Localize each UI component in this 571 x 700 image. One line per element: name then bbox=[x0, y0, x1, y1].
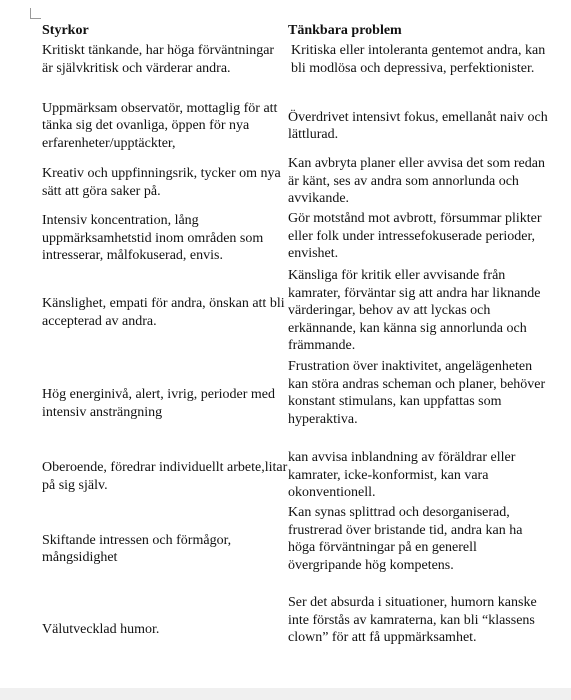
strength-cell: Hög energinivå, alert, ivrig, perioder med intensiv ansträngning bbox=[42, 387, 275, 420]
problem-cell: Känsliga för kritik eller avvisande från kamrater, förväntar sig att andra har liknande värderingar, behov av att lyckas och erkännande, kan känna sig annorlunda och främmande. bbox=[288, 268, 541, 353]
page-bottom-gap bbox=[0, 688, 571, 700]
strength-cell: Välutvecklad humor. bbox=[42, 622, 160, 638]
table-row bbox=[42, 504, 548, 594]
strength-cell: Uppmärksam observatör, mottaglig för att tänka sig det ovanliga, öppen för nya erfarenheter/upptäckter, bbox=[42, 100, 278, 151]
table-header-row bbox=[42, 22, 548, 42]
column-header-problems: Tänkbara problem bbox=[288, 23, 402, 38]
strength-cell: Skiftande intressen och förmågor, mångsidighet bbox=[42, 532, 232, 565]
problem-cell: Frustration över inaktivitet, angelägenheten kan störa andras scheman och planer, behöver konstant stimulans, kan uppfattas som hyperaktiva. bbox=[288, 359, 546, 427]
strength-cell: Oberoende, föredrar individuellt arbete,litar på sig själv. bbox=[42, 460, 288, 493]
strengths-problems-table bbox=[42, 22, 548, 666]
strength-cell: Känslighet, empati för andra, önskan att bli accepterad av andra. bbox=[42, 296, 285, 329]
strength-cell: Kritiskt tänkande, har höga förväntningar är självkritisk och värderar andra. bbox=[42, 43, 275, 76]
problem-cell: Kan synas splittrad och desorganiserad, frustrerad över bristande tid, andra kan ha höga förväntningar på en generell övergripande hög kompetens. bbox=[288, 505, 523, 573]
table-row bbox=[42, 449, 548, 504]
problem-cell: kan avvisa inblandning av föräldrar eller kamrater, icke-konformist, kan vara okonventionell. bbox=[288, 450, 516, 500]
strength-cell: Intensiv koncentration, lång uppmärksamhetstid inom områden som intresserar, målfokuserad, envis. bbox=[42, 213, 264, 264]
problem-cell: Ser det absurda i situationer, humorn kanske inte förstås av kamraterna, kan bli “klassens clown” för att få uppmärksamhet. bbox=[288, 595, 537, 645]
column-header-strengths: Styrkor bbox=[42, 23, 89, 38]
table-row bbox=[42, 155, 548, 210]
problem-cell: Överdrivet intensivt fokus, emellanåt naiv och lättlurad. bbox=[288, 109, 548, 142]
problem-cell: Kritiska eller intoleranta gentemot andra, kan bli modlösa och depressiva, perfektionister. bbox=[291, 43, 546, 76]
text-boundary-mark bbox=[30, 8, 41, 19]
table-row bbox=[42, 267, 548, 358]
table-row bbox=[42, 42, 548, 97]
table-row bbox=[42, 210, 548, 267]
table-row bbox=[42, 97, 548, 155]
problem-cell: Kan avbryta planer eller avvisa det som redan är känt, ses av andra som annorlunda och avvikande. bbox=[288, 156, 545, 206]
table-row bbox=[42, 358, 548, 449]
strength-cell: Kreativ och uppfinningsrik, tycker om nya sätt att göra saker på. bbox=[42, 166, 281, 199]
problem-cell: Gör motstånd mot avbrott, försummar plikter eller folk under intressefokuserade perioder, envishet. bbox=[288, 211, 542, 261]
table-row bbox=[42, 594, 548, 666]
